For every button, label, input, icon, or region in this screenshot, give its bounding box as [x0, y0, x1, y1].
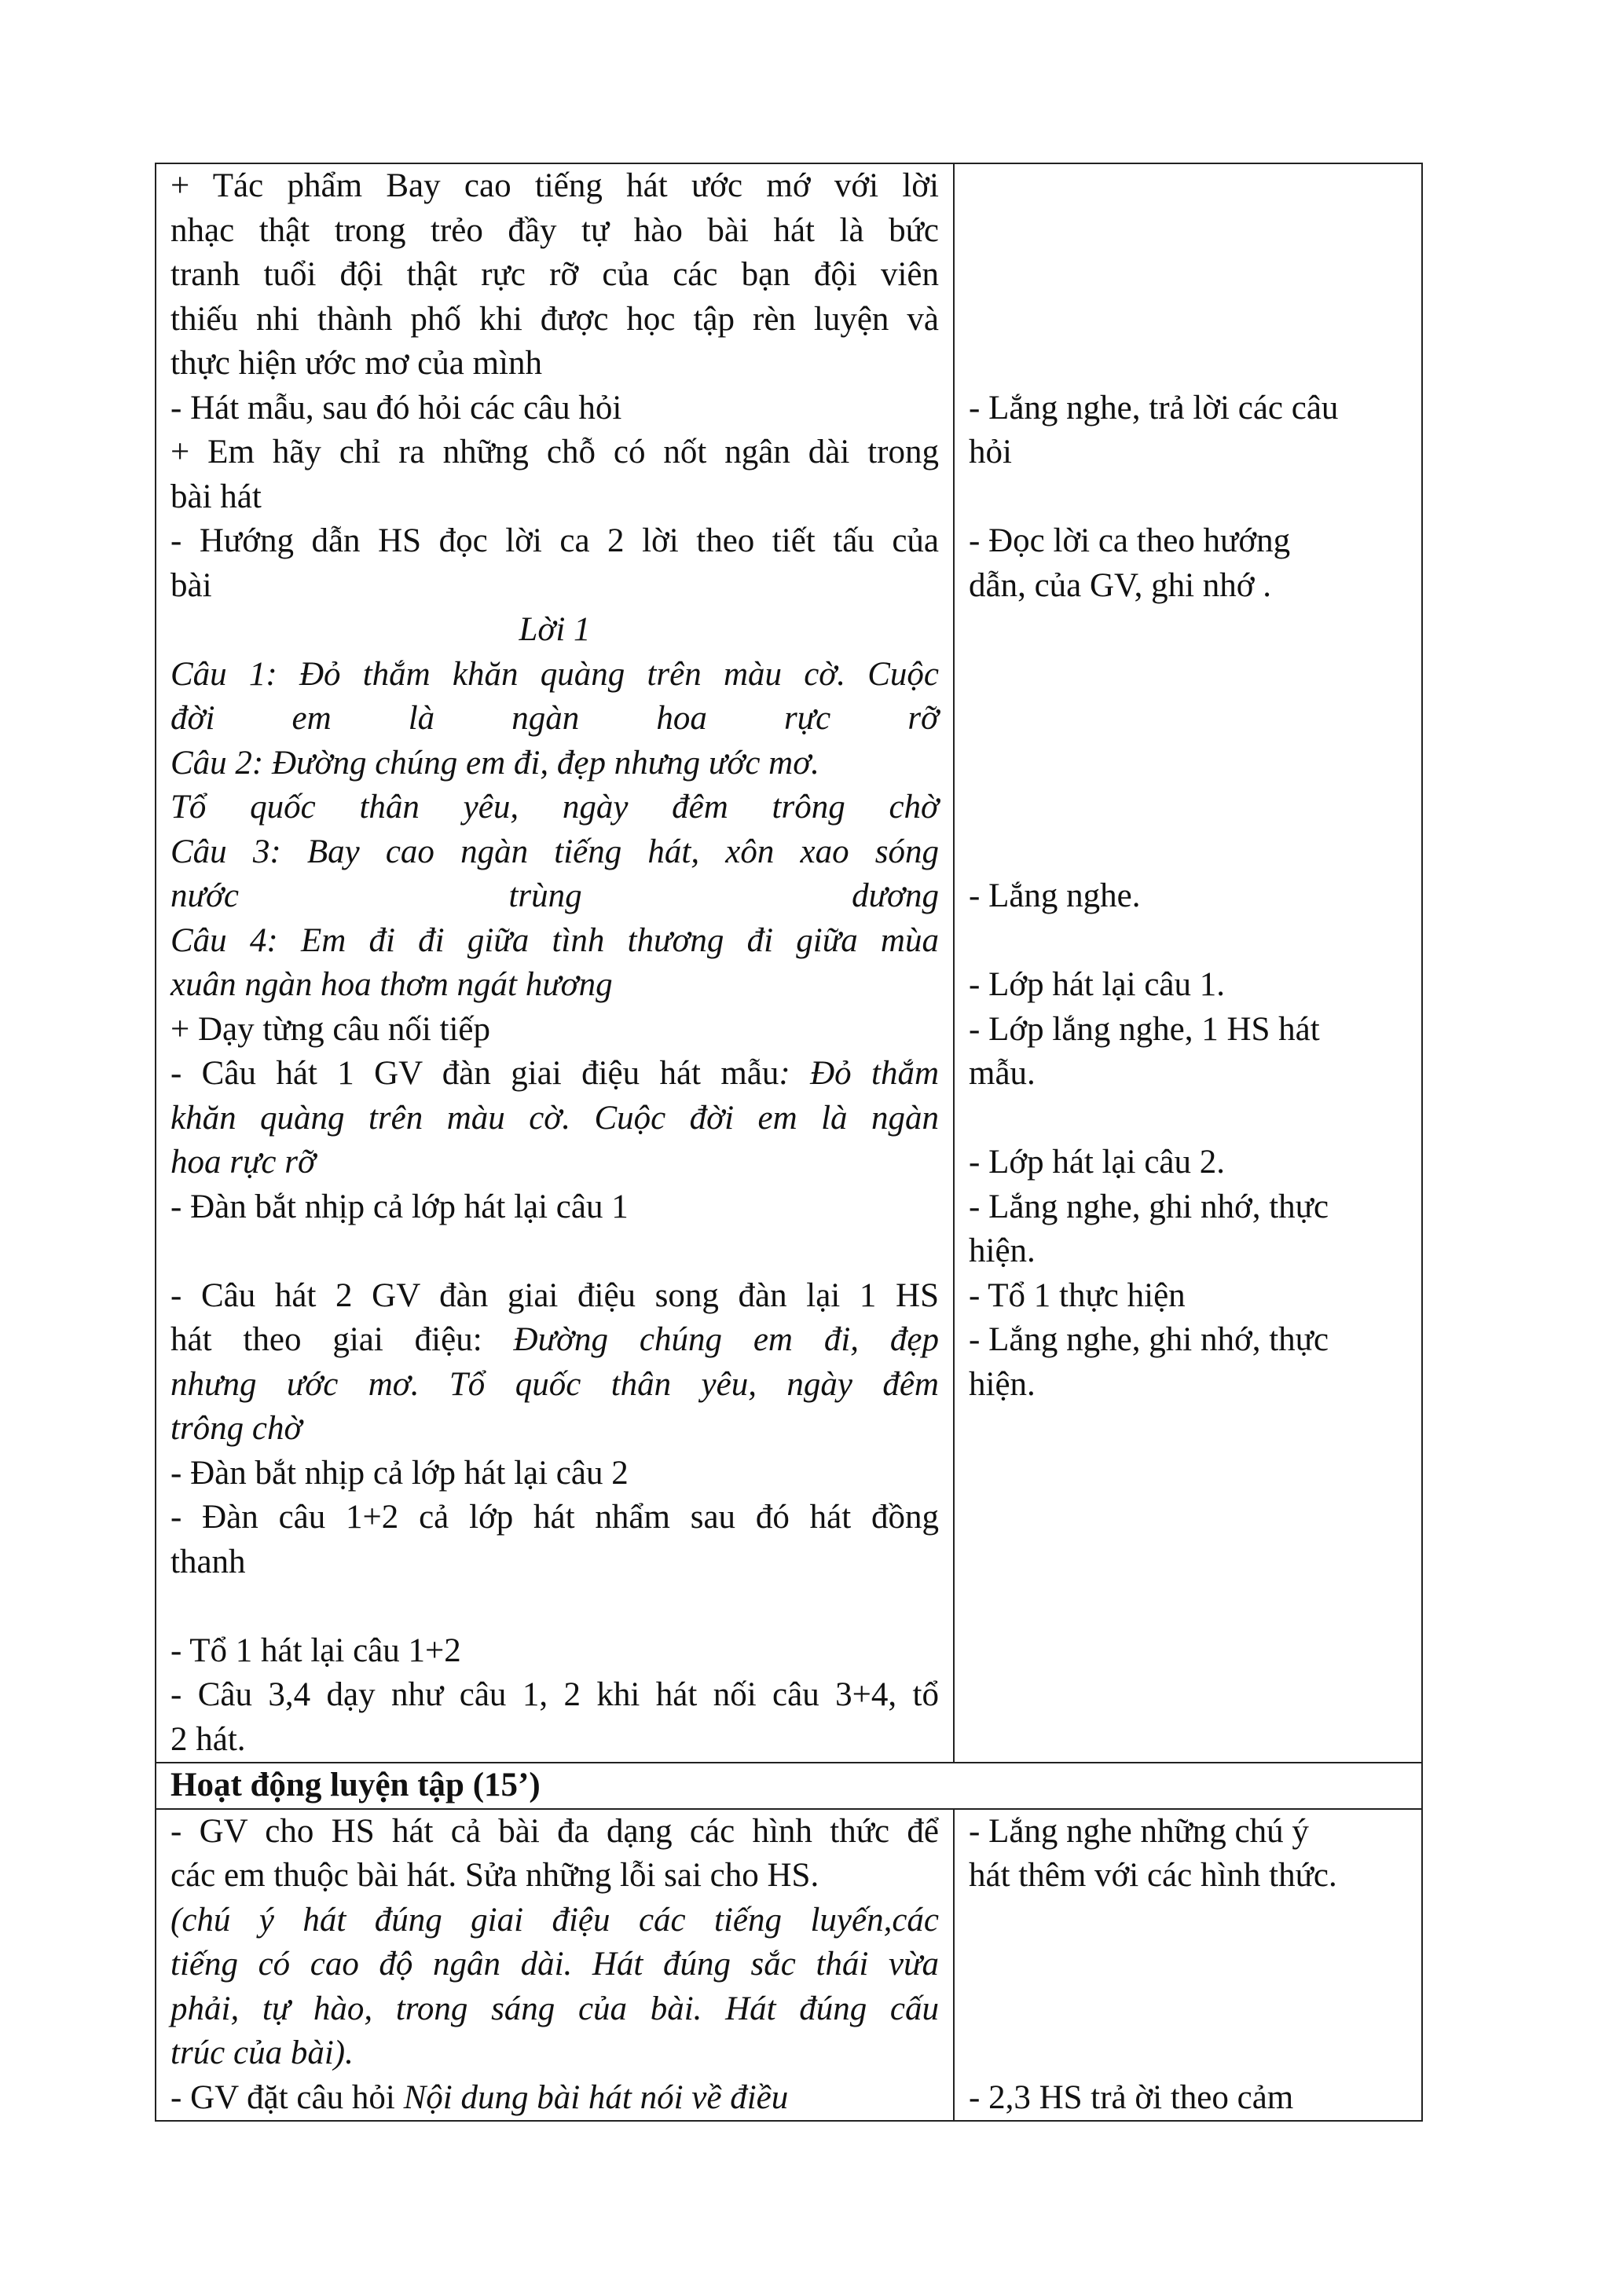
text-line — [969, 1052, 1407, 1097]
text-run: Tổ quốc thân yêu, ngày đêm trông chờ — [170, 789, 939, 826]
text-run: - Tổ 1 hát lại câu 1+2 — [170, 1631, 461, 1669]
text-run: 2 hát. — [170, 1720, 246, 1758]
text-line — [969, 1185, 1407, 1230]
text-line — [170, 874, 939, 919]
text-run: Lời 1 — [519, 611, 591, 648]
text-line — [969, 519, 1407, 564]
section-heading: Hoạt động luyện tập (15’) — [156, 1763, 1422, 1809]
text-line — [170, 1052, 939, 1097]
text-line — [170, 2076, 939, 2121]
text-run: - 2,3 HS trả ời theo cảm — [969, 2078, 1294, 2116]
teacher-activity-cell — [156, 163, 954, 1763]
section-heading-row — [156, 1763, 1422, 1809]
text-run: hiện. — [969, 1232, 1036, 1269]
text-line — [170, 1229, 939, 1274]
teacher-activity-cell — [156, 1809, 954, 2122]
text-line — [969, 1854, 1407, 1899]
text-line — [170, 1629, 939, 1674]
text-line — [969, 298, 1407, 342]
table-row — [156, 163, 1422, 1763]
text-run: nhạc thật trong trẻo đầy tự hào bài hát là bức — [170, 211, 939, 249]
text-line — [969, 1987, 1407, 2032]
text-run: mẫu. — [969, 1055, 1036, 1092]
text-run: hát theo giai điệu: — [170, 1321, 514, 1358]
text-line — [969, 386, 1407, 431]
text-line — [969, 164, 1407, 209]
text-line — [170, 1008, 939, 1053]
text-line — [969, 697, 1407, 742]
text-run: tiếng có cao độ ngân dài. Hát đúng sắc thái vừa — [170, 1946, 939, 1983]
text-line — [170, 1718, 939, 1763]
text-line — [170, 742, 939, 786]
text-run: + Tác phẩm Bay cao tiếng hát ước mớ với lời — [170, 167, 939, 204]
text-line — [969, 608, 1407, 653]
lesson-plan-table — [155, 163, 1423, 2122]
text-line — [170, 342, 939, 386]
text-run: hoa rực rỡ — [170, 1144, 316, 1181]
text-run: - Đàn bắt nhịp cả lớp hát lại câu 1 — [170, 1188, 629, 1225]
text-run: phải, tự hào, trong sáng của bài. Hát đúng cấu — [170, 1990, 939, 2027]
text-run: trông chờ — [170, 1410, 302, 1447]
text-run: - Câu 3,4 dạy như câu 1, 2 khi hát nối câu 3+4, tổ — [170, 1676, 939, 1713]
text-line — [170, 653, 939, 698]
text-line — [969, 1008, 1407, 1053]
text-line — [170, 1899, 939, 1943]
text-run: hát thêm với các hình thức. — [969, 1857, 1337, 1894]
text-run: - Lắng nghe. — [969, 877, 1141, 914]
text-run: (chú ý hát đúng giai điệu các tiếng luyến,các — [170, 1901, 939, 1939]
text-line — [170, 1496, 939, 1540]
table-row — [156, 1809, 1422, 2122]
italic-run: Nội dung bài hát nói về điều — [403, 2078, 789, 2116]
text-run: Câu 2: Đường chúng em đi, đẹp nhưng ước mơ. — [170, 744, 819, 782]
text-run: - Lớp hát lại câu 1. — [969, 966, 1226, 1003]
text-line — [170, 1854, 939, 1899]
text-run: - Câu hát 1 GV đàn giai điệu hát mẫu — [170, 1055, 779, 1092]
text-run: nhưng ước mơ. Tổ quốc thân yêu, ngày đêm — [170, 1365, 939, 1403]
text-line — [170, 386, 939, 431]
text-run: thanh — [170, 1543, 246, 1580]
text-run: - Câu hát 2 GV đàn giai điệu song đàn lại 1 HS — [170, 1276, 939, 1314]
text-run: thực hiện ước mơ của mình — [170, 345, 542, 382]
text-run: + Em hãy chỉ ra những chỗ có nốt ngân dài trong — [170, 434, 939, 471]
text-run: Câu 3: Bay cao ngàn tiếng hát, xôn xao sóng — [170, 833, 939, 870]
text-run: - Lắng nghe những chú ý — [969, 1812, 1309, 1850]
text-line — [170, 1673, 939, 1718]
text-line — [969, 1274, 1407, 1319]
text-line — [969, 1229, 1407, 1274]
text-line — [969, 919, 1407, 964]
text-line — [170, 919, 939, 964]
text-line — [969, 342, 1407, 386]
text-line — [170, 963, 939, 1008]
text-run: tranh tuổi đội thật rực rỡ của các bạn đội viên — [170, 256, 939, 293]
text-run: + Dạy từng câu nối tiếp — [170, 1010, 490, 1048]
text-run: - Hát mẫu, sau đó hỏi các câu hỏi — [170, 389, 622, 427]
text-run: - Lắng nghe, ghi nhớ, thực — [969, 1188, 1329, 1225]
text-run: - GV đặt câu hỏi — [170, 2078, 404, 2116]
text-run: - Lớp lắng nghe, 1 HS hát — [969, 1010, 1320, 1048]
text-run: - Đọc lời ca theo hướng — [969, 522, 1291, 559]
text-run: trúc của bài). — [170, 2034, 354, 2071]
text-run: - Tổ 1 thực hiện — [969, 1276, 1186, 1314]
text-line — [170, 1185, 939, 1230]
text-line — [170, 1407, 939, 1452]
text-run: đời em là ngàn hoa rực rỡ — [170, 700, 939, 737]
text-line — [969, 1097, 1407, 1141]
text-run: hiện. — [969, 1365, 1036, 1403]
text-line — [170, 1097, 939, 1141]
text-run: - Lắng nghe, trả lời các câu — [969, 389, 1339, 427]
text-line — [170, 209, 939, 254]
text-run: nước trùng dương — [170, 877, 939, 914]
text-line — [170, 1318, 939, 1363]
text-run: - Lớp hát lại câu 2. — [969, 1144, 1226, 1181]
text-line — [969, 1943, 1407, 1987]
text-run: bài hát — [170, 478, 262, 515]
text-line — [170, 1452, 939, 1496]
student-activity-cell — [954, 163, 1422, 1763]
italic-run: Đường chúng em đi, đẹp — [513, 1321, 939, 1358]
text-line — [969, 253, 1407, 298]
text-line — [969, 2076, 1407, 2121]
text-line — [969, 430, 1407, 475]
text-line — [969, 830, 1407, 875]
text-line — [170, 1540, 939, 1585]
text-run: - Hướng dẫn HS đọc lời ca 2 lời theo tiết tấu của — [170, 522, 939, 559]
text-line — [170, 430, 939, 475]
text-line — [170, 1363, 939, 1408]
text-run: Câu 1: Đỏ thắm khăn quàng trên màu cờ. Cuộc — [170, 655, 939, 693]
text-run: xuân ngàn hoa thơm ngát hương — [170, 966, 613, 1003]
text-line — [170, 1141, 939, 1185]
text-line — [170, 1584, 939, 1629]
text-line — [969, 564, 1407, 609]
text-line — [969, 874, 1407, 919]
text-line — [969, 1899, 1407, 1943]
text-line — [170, 475, 939, 520]
text-line — [170, 564, 939, 609]
text-line — [170, 298, 939, 342]
text-line — [170, 519, 939, 564]
text-line — [969, 1363, 1407, 1408]
text-run: khăn quàng trên màu cờ. Cuộc đời em là ngàn — [170, 1099, 939, 1137]
student-activity-cell — [954, 1809, 1422, 2122]
text-line — [170, 785, 939, 830]
text-run: - GV cho HS hát cả bài đa dạng các hình thức để — [170, 1812, 939, 1850]
text-line — [170, 1943, 939, 1987]
text-line — [170, 608, 939, 653]
text-run: bài — [170, 566, 212, 604]
text-run: - Đàn bắt nhịp cả lớp hát lại câu 2 — [170, 1454, 629, 1492]
text-line — [969, 475, 1407, 520]
text-line — [969, 742, 1407, 786]
text-run: hỏi — [969, 434, 1012, 471]
text-run: dẫn, của GV, ghi nhớ . — [969, 566, 1272, 604]
text-line — [969, 1810, 1407, 1855]
text-line — [170, 2031, 939, 2076]
text-line — [170, 1274, 939, 1319]
text-line — [969, 209, 1407, 254]
text-line — [969, 1318, 1407, 1363]
text-run: thiếu nhi thành phố khi được học tập rèn luyện và — [170, 300, 939, 338]
text-line — [170, 830, 939, 875]
text-run: - Lắng nghe, ghi nhớ, thực — [969, 1321, 1329, 1358]
text-run: - Đàn câu 1+2 cả lớp hát nhẩm sau đó hát đồng — [170, 1499, 939, 1536]
text-line — [170, 697, 939, 742]
text-line — [969, 963, 1407, 1008]
text-run: các em thuộc bài hát. Sửa những lỗi sai cho HS. — [170, 1857, 819, 1894]
text-line — [969, 2031, 1407, 2076]
text-line — [969, 653, 1407, 698]
text-line — [969, 785, 1407, 830]
italic-run: : Đỏ thắm — [779, 1055, 940, 1092]
text-run: Câu 4: Em đi đi giữa tình thương đi giữa mùa — [170, 921, 939, 959]
text-line — [170, 164, 939, 209]
text-line — [969, 1141, 1407, 1185]
text-line — [170, 1810, 939, 1855]
text-line — [170, 1987, 939, 2032]
text-line — [170, 253, 939, 298]
